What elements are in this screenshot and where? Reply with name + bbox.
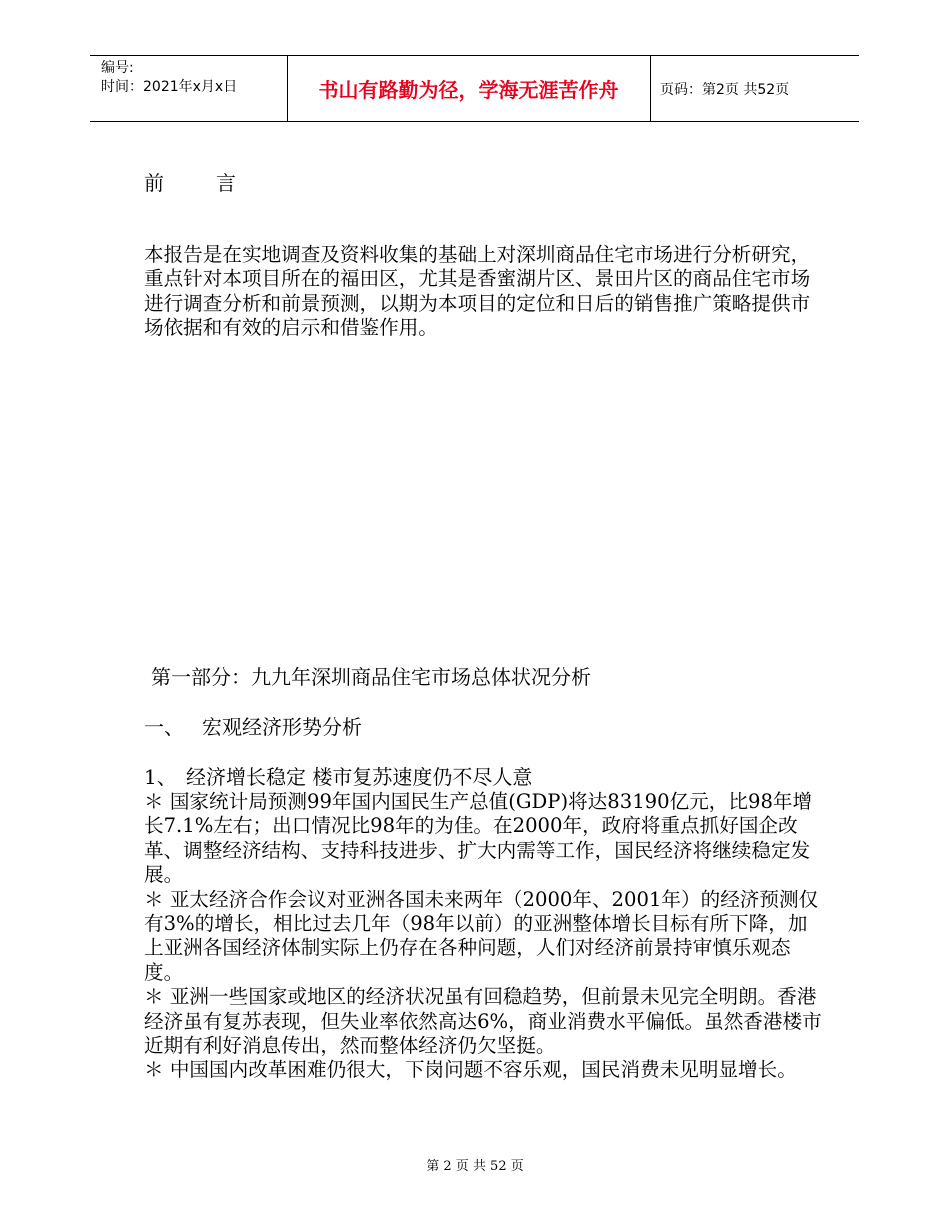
preface-title: 前言 (144, 171, 288, 195)
bullet-paragraph: ＊ 亚太经济合作会议对亚洲各国未来两年（2000年、2001年）的经济预测仅有3%的增长，相比过去几年（98年以前）的亚洲整体增长目标有所下降，加上亚洲各国经济体制实际上仍存在各种问题，人们对经济前景持审慎乐观态度。 (144, 887, 819, 984)
header-time-label: 时间：2021年x月x日 (101, 79, 238, 95)
header-motto: 书山有路勤为径，学海无涯苦作舟 (318, 78, 619, 102)
header-bottom-rule (90, 121, 859, 122)
bullet-paragraph: ＊ 中国国内改革困难仍很大，下岗问题不容乐观，国民消费未见明显增长。 (144, 1058, 797, 1082)
page-footer: 第 2 页 共 52 页 (426, 1159, 524, 1174)
section-title: 宏观经济形势分析 (202, 715, 362, 739)
preface-body: 本报告是在实地调查及资料收集的基础上对深圳商品住宅市场进行分析研究，重点针对本项目所在的福田区，尤其是香蜜湖片区、景田片区的商品住宅市场进行调查分析和前景预测，以期为本项目的定位和日后的销售推广策略提供市场依据和有效的启示和借鉴作用。 (144, 243, 811, 340)
section-number: 一、 (144, 715, 184, 739)
subsection-title: 经济增长稳定 楼市复苏速度仍不尽人意 (186, 765, 533, 789)
bullet-list (144, 790, 824, 1083)
part-title: 第一部分：九九年深圳商品住宅市场总体状况分析 (151, 665, 591, 689)
header-top-rule (90, 55, 859, 56)
section-heading (144, 715, 362, 739)
header-divider (650, 55, 651, 121)
bullet-paragraph: ＊ 国家统计局预测99年国内国民生产总值(GDP)将达83190亿元，比98年增长7.1%左右；出口情况比98年的为佳。在2000年，政府将重点抓好国企改革、调整经济结构、支持科技进步、扩大内需等工作，国民经济将继续稳定发展。 (144, 790, 813, 887)
header-page-info: 页码：第2页 共52页 (660, 82, 790, 98)
bullet-paragraph: ＊ 亚洲一些国家或地区的经济状况虽有回稳趋势，但前景未见完全明朗。香港经济虽有复苏表现，但失业率依然高达6%，商业消费水平偏低。虽然香港楼市近期有利好消息传出，然而整体经济仍欠坚挺。 (144, 985, 822, 1058)
header-meta (101, 59, 237, 97)
header-number-label: 编号: (101, 60, 134, 76)
subsection-number: 1、 (144, 765, 177, 789)
subsection-heading (144, 765, 532, 789)
